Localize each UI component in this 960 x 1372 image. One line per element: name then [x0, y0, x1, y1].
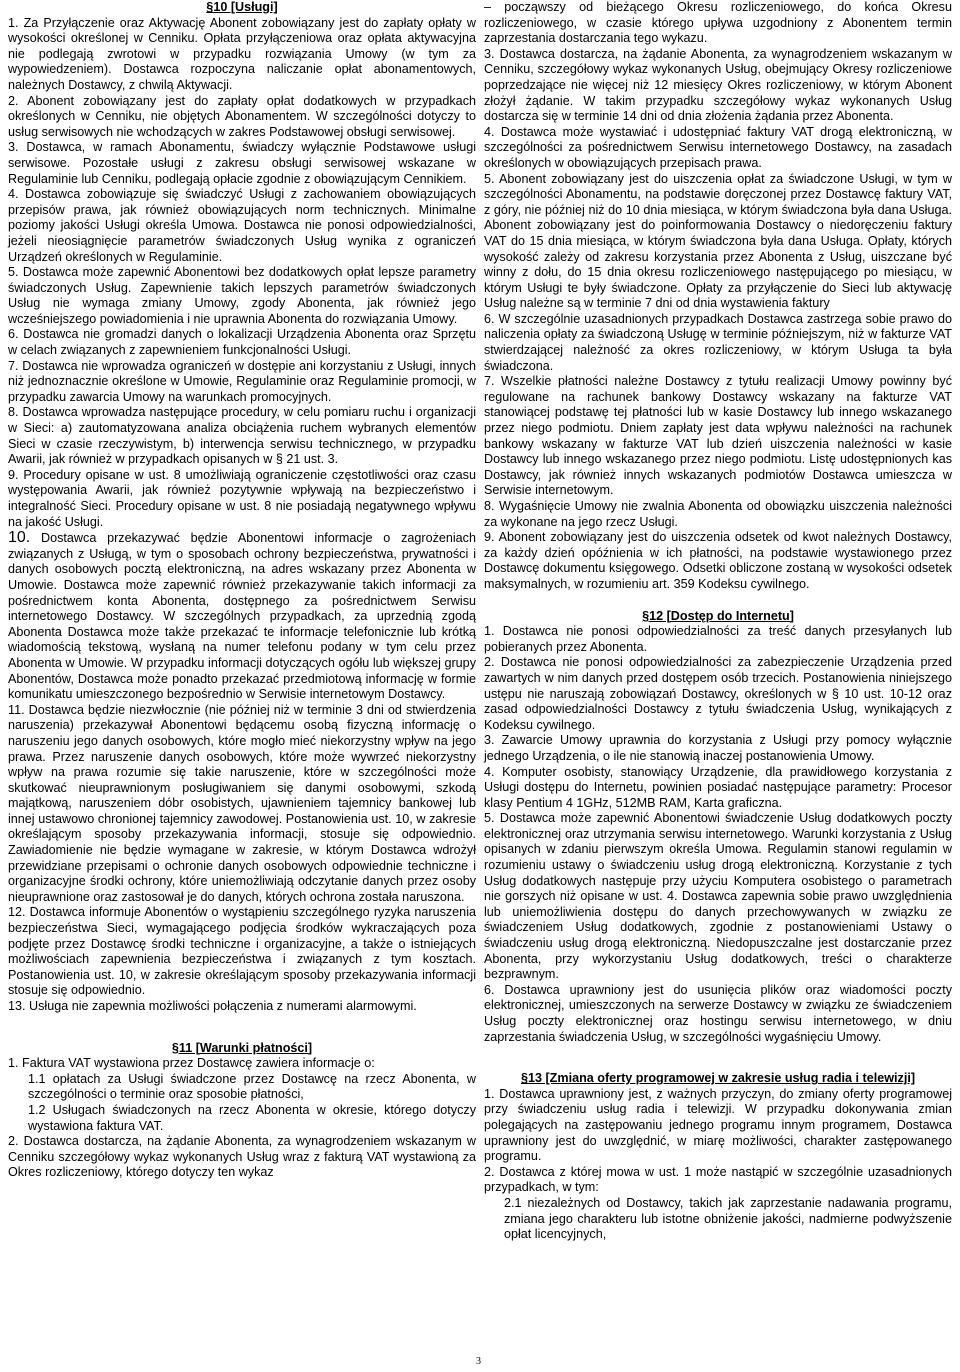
point-10-number: 10. — [8, 529, 31, 547]
section-12-point-3: 3. Zawarcie Umowy uprawnia do korzystania z Usługi przy pomocy wyłącznie jednego Urządzenia, o ile nie stanowią inaczej postanowienia Umowy. — [484, 733, 952, 763]
section-10-point-7: 7. Dostawca nie wprowadza ograniczeń w dostępie ani korzystaniu z Usługi, innych niż jednoznacznie określone w Umowie, Regulaminie oraz Regulaminie promocji, w przypadku zawarcia Umowy na warunkach promocyjnych. — [8, 358, 476, 404]
section-11-point-2-continued: – począwszy od bieżącego Okresu rozliczeniowego, do końca Okresu rozliczeniowego, w czasie którego upływa uzgodniony z Abonentem termin zaprzestania dostarczania tego wykazu. — [484, 0, 952, 46]
section-10-point-13: 13. Usługa nie zapewnia możliwości połączenia z numerami alarmowymi. — [8, 999, 417, 1013]
section-12-point-4: 4. Komputer osobisty, stanowiący Urządzenie, dla prawidłowego korzystania z Usługi dostępu do Internetu, powinien posiadać następujące parametry: Procesor klasy Pentium 4 1GHz, 512MB RAM, Karta graficzna. — [484, 764, 952, 810]
section-12-point-5: 5. Dostawca może zapewnić Abonentowi świadczenie Usług dodatkowych poczty elektronicznej oraz utrzymania serwisu internetowego. Warunki korzystania z Usług opisanych w zdaniu pierwszym określa Umowa. Regulamin stanowi regulamin w rozumieniu ustawy o świadczeniu usług drogą elektroniczną. Korzystanie z tych Usług dodatkowych następuje przy użyciu Komputera osobistego o parametrach nie gorszych niż opisane w ust. 4. Dostawca zapewnia sobie prawo uwzględnienia lub uniemożliwienia dostępu do danych przechowywanych w związku ze świadczeniem Usług dodatkowych, zgodnie z postanowieniami Ustawy o świadczeniu usług drogą elektroniczną. Niedopuszczalne jest dostarczanie przez Abonenta, przy wykorzystaniu Usług dodatkowych, treści o charakterze bezprawnym. — [484, 811, 952, 982]
right-column — [484, 0, 952, 1243]
section-10-point-12: 12. Dostawca informuje Abonentów o wystąpieniu szczególnego ryzyka naruszenia bezpieczeństwa Sieci, wymagającego podjęcia środków wykraczających poza podjęte przez Dostawcę środki techniczne i organizacyjne, a także o istniejących możliwościach zapewnienia bezpieczeństwa i związanych z tym kosztach. Postanowienia ust. 10, w zakresie określającym sposoby przekazywania informacji stosuje się odpowiednio. — [8, 905, 476, 998]
section-12-heading: §12 [Dostęp do Internetu] — [642, 608, 794, 623]
section-13-point-2: 2. Dostawca z której mowa w ust. 1 może nastąpić w szczególnie uzasadnionych przypadkach, w tym: — [484, 1164, 952, 1195]
section-10-point-3: 3. Dostawca, w ramach Abonamentu, świadczy wyłącznie Podstawowe usługi serwisowe. Pozostałe usługi z zakresu obsługi serwisowej wskazane w Regulaminie lub Cenniku, podlegają opłacie zgodnie z obowiązującym Cennikiem. — [8, 140, 476, 186]
section-11-point-5: 5. Abonent zobowiązany jest do uiszczenia opłat za świadczone Usługi, w tym w szczególności Abonamentu, na podstawie doręczonej przez Dostawcę faktury VAT, z góry, nie później niż do 10 dnia miesiąca, w którym świadczona była dana Usługa. Abonent zobowiązany jest do poinformowania Dostawcy o niedoręczeniu faktury VAT do 15 dnia miesiąca, w którym świadczona była dana Usługa. Opłaty, których wysokość zależy od zakresu korzystania przez Abonenta z Usług, uiszczane być winny z dołu, do 15 dnia okresu rozliczeniowego następującego po miesiącu, w którym Usługi te były świadczone. Opłaty za przyłączenie do Sieci lub aktywację Usług należne są w terminie 7 dni od dnia wystawienia faktury — [484, 171, 952, 311]
section-10-point-11: 11. Dostawca będzie niezwłocznie (nie później niż w terminie 3 dni od stwierdzenia naruszenia) przekazywał Abonentowi będącemu osobą fizyczną informację o naruszeniu jego danych osobowych, które mogło mieć niekorzystny wpływ na jego prawa. Przez naruszenie danych osobowych, które może wywrzeć niekorzystny wpływ na prawa rozumie się takie naruszenie, które w szczególności może skutkować nieuprawnionym posługiwaniem się danymi osobowymi, szkodą majątkową, naruszeniem dóbr osobistych, ujawnieniem tajemnicy bankowej lub innej ustawowo chronionej tajemnicy zawodowej. Postanowienia ust. 10, w zakresie określającym sposoby przekazywania informacji, stosuje się odpowiednio. Zawiadomienie nie będzie wymagane w zakresie, w którym Dostawca wdrożył przewidziane przepisami o ochronie danych osobowych odpowiednie techniczne i organizacyjne środki ochrony, które uniemożliwiają odczytanie danych przez osoby nieuprawnione oraz zastosował je do danych, których ochrona została naruszona. — [8, 702, 476, 904]
section-11-point-1: 1. Faktura VAT wystawiona przez Dostawcę zawiera informacje o: — [8, 1056, 375, 1071]
left-column — [8, 0, 476, 1181]
section-11-point-1-1: 1.1 opłatach za Usługi świadczone przez Dostawcę na rzecz Abonenta, w szczególności o terminie oraz sposobie płatności, — [28, 1071, 476, 1102]
section-11-point-3: 3. Dostawca dostarcza, na żądanie Abonenta, za wynagrodzeniem wskazanym w Cenniku, szczegółowy wykaz wykonanych Usług, obejmujący Okresy rozliczeniowe poprzedzające nie więcej niż 12 miesięcy Okres rozliczeniowy, w którym Abonent złożył żądanie. W takim przypadku szczegółowy wykaz wykonanych Usług dostarcza się w terminie 14 dni od dnia złożenia żądania przez Abonenta. — [484, 46, 952, 124]
section-10-point-6: 6. Dostawca nie gromadzi danych o lokalizacji Urządzenia Abonenta oraz Sprzętu w celach związanych z zapewnieniem funkcjonalności Usługi. — [8, 327, 476, 358]
section-11-point-1-2: 1.2 Usługach świadczonych na rzecz Abonenta w okresie, którego dotyczy wystawiona faktura VAT. — [28, 1102, 476, 1133]
section-11-point-6: 6. W szczególnie uzasadnionych przypadkach Dostawca zastrzega sobie prawo do naliczenia opłaty za świadczoną Usługę w terminie późniejszym, niż w fakturze VAT stwierdzającej należność za okres rozliczeniowy, w którym Usługa ta była świadczona. — [484, 311, 952, 373]
section-13-point-2-1: 2.1 niezależnych od Dostawcy, takich jak zaprzestanie nadawania programu, zmiana jego charakteru lub istotne obniżenie jakości, nadmierne podwyższenie opłat licencyjnych, — [504, 1195, 952, 1242]
section-10-point-9: 9. Procedury opisane w ust. 8 umożliwiają ograniczenie częstotliwości oraz czasu występowania Awarii, jak również pozytywnie wpływają na bezpieczeństwo i integralność Sieci. Procedury opisane w ust. 8 nie posiadają negatywnego wpływu na jakość Usługi. — [8, 467, 476, 529]
section-10-point-5: 5. Dostawca może zapewnić Abonentowi bez dodatkowych opłat lepsze parametry świadczonych Usług. Zapewnienie takich lepszych parametrów świadczonych Usług nie wymaga zmiany Umowy, zgody Abonenta, jak również jego wcześniejszego powiadomienia i nie uprawnia Abonenta do rozwiązania Umowy. — [8, 265, 476, 326]
section-11-point-7: 7. Wszelkie płatności należne Dostawcy z tytułu realizacji Umowy powinny być regulowane na rachunek bankowy Dostawcy wskazany na fakturze VAT stanowiącej podstawę tej płatności lub w kasie Dostawcy lub innego wskazanego przez niego podmiotu. Dniem zapłaty jest data wpływu należności na rachunek bankowy wskazany w fakturze VAT lub dzień uiszczenia należności w kasie Dostawcy lub innego wskazanego przez niego podmiotu. Listę udostępnionych kas Dostawcy, jak również innych wskazanych podmiotów Dostawca umieszcza w Serwisie internetowym. — [484, 374, 952, 498]
page-number: 3 — [476, 1356, 481, 1367]
section-12-point-2: 2. Dostawca nie ponosi odpowiedzialności za zabezpieczenie Urządzenia przed zawartych w nim danych przed dostępem osób trzecich. Postanowienia niniejszego ustępu nie naruszają zobowiązań Dostawcy, określonych w § 10 ust. 10-12 oraz zasad odpowiedzialności Dostawcy z tytułu świadczenia Usług, wynikających z Kodeksu cywilnego. — [484, 655, 952, 732]
section-10-heading: §10 [Usługi] — [206, 0, 278, 14]
section-11-point-8: 8. Wygaśnięcie Umowy nie zwalnia Abonenta od obowiązku uiszczenia należności za wykonane na jego rzecz Usługi. — [484, 499, 952, 529]
section-10-point-10: 10. Dostawca przekazywać będzie Abonentowi informacje o zagrożeniach związanych z Usługą, w tym o sposobach ochrony bezpieczeństwa, prywatności i danych osobowych pocztą elektroniczną, na adres wskazany przez Abonenta w Umowie. Dostawca może zapewnić również przekazywanie takich informacji za pośrednictwem konta Abonenta, dostępnego za pośrednictwem Serwisu internetowego Dostawcy. W szczególnych przypadkach, za uprzednią zgodą Abonenta Dostawca może także przekazać te informacje telefonicznie lub krótką wiadomością tekstową, wysłaną na numer telefonu podany w tym celu przez Abonenta w Umowie. W przypadku informacji dotyczących ogółu lub większej grupy Abonentów, Dostawca może ponadto przekazać przedmiotową informację w formie komunikatu umieszczonego bezpośrednio w Serwisie internetowym Dostawcy. — [8, 529, 476, 702]
section-11-heading: §11 [Warunki płatności] — [171, 1040, 313, 1055]
section-11-point-4: 4. Dostawca może wystawiać i udostępniać faktury VAT drogą elektroniczną, w szczególności za pośrednictwem Serwisu internetowego Dostawcy, na zasadach określonych w obowiązujących przepisach prawa. — [484, 124, 952, 170]
section-11-point-9: 9. Abonent zobowiązany jest do uiszczenia odsetek od kwot należnych Dostawcy, za każdy dzień opóźnienia w ich płatności, na podstawie wystawionego przez Dostawcę dokumentu księgowego. Odsetki obliczone zostaną w wysokości odsetek maksymalnych, w rozumieniu art. 359 Kodeksu cywilnego. — [484, 530, 952, 591]
section-10-point-1: 1. Za Przyłączenie oraz Aktywację Abonent zobowiązany jest do zapłaty opłaty w wysokości określonej w Cenniku. Opłata przyłączeniowa oraz opłata aktywacyjna nie podlegają zwrotowi w przypadku rozwiązania Umowy (w tym za wypowiedzeniem). Dostawca rozpoczyna naliczanie opłat abonamentowych, należnych Dostawcy, z chwilą Aktywacji. — [8, 15, 476, 92]
section-10-point-2: 2. Abonent zobowiązany jest do zapłaty opłat dodatkowych w przypadkach określonych w Cenniku, nie objętych Abonamentem. W szczególności dotyczy to usług serwisowych nie wchodzących w zakres Podstawowej obsługi serwisowej. — [8, 93, 476, 139]
section-12-point-6: 6. Dostawca uprawniony jest do usunięcia plików oraz wiadomości poczty elektronicznej, umieszczonych na serwerze Dostawcy w związku ze świadczeniem Usług poczty elektronicznej oraz hostingu serwisu internetowego, w dniu zaprzestania świadczenia Usług, w szczególności wygaśnięciu Umowy. — [484, 982, 952, 1044]
section-13-heading: §13 [Zmiana oferty programowej w zakresie usług radia i telewizji] — [520, 1071, 916, 1086]
section-12-point-1: 1. Dostawca nie ponosi odpowiedzialności za treść danych przesyłanych lub pobieranych przez Abonenta. — [484, 624, 952, 654]
section-13-point-1: 1. Dostawca uprawniony jest, z ważnych przyczyn, do zmiany oferty programowej przy świadczeniu usług radia i telewizji. W przypadku dokonywania zmian polegających na zastępowaniu jednego programu innym programem, Dostawca uprawniony jest do uwzględnić, w miarę możliwości, charakter zastępowanego programu. — [484, 1086, 952, 1164]
section-11-point-2: 2. Dostawca dostarcza, na żądanie Abonenta, za wynagrodzeniem wskazanym w Cenniku szczegółowy wykaz wykonanych Usług wraz z fakturą VAT wystawioną za Okres rozliczeniowy, którego dotyczy ten wykaz — [8, 1134, 476, 1180]
section-10-point-8: 8. Dostawca wprowadza następujące procedury, w celu pomiaru ruchu i organizacji w Sieci: a) zautomatyzowana analiza obciążenia ruchem wybranych elementów Sieci w czasie rzeczywistym, b) interwencja serwisu technicznego, w przypadku Awarii, jak również w przypadkach opisanych w § 21 ust. 3. — [8, 405, 476, 467]
section-10-point-4: 4. Dostawca zobowiązuje się świadczyć Usługi z zachowaniem obowiązujących przepisów prawa, jak również obowiązujących norm technicznych. Minimalne poziomy jakości Usługi określa Umowa. Dostawca nie ponosi odpowiedzialności, jeżeli nieosiągnięcie parametrów świadczonych Usług wynika z ograniczeń Urządzeń określonych w Regulaminie. — [8, 187, 476, 264]
